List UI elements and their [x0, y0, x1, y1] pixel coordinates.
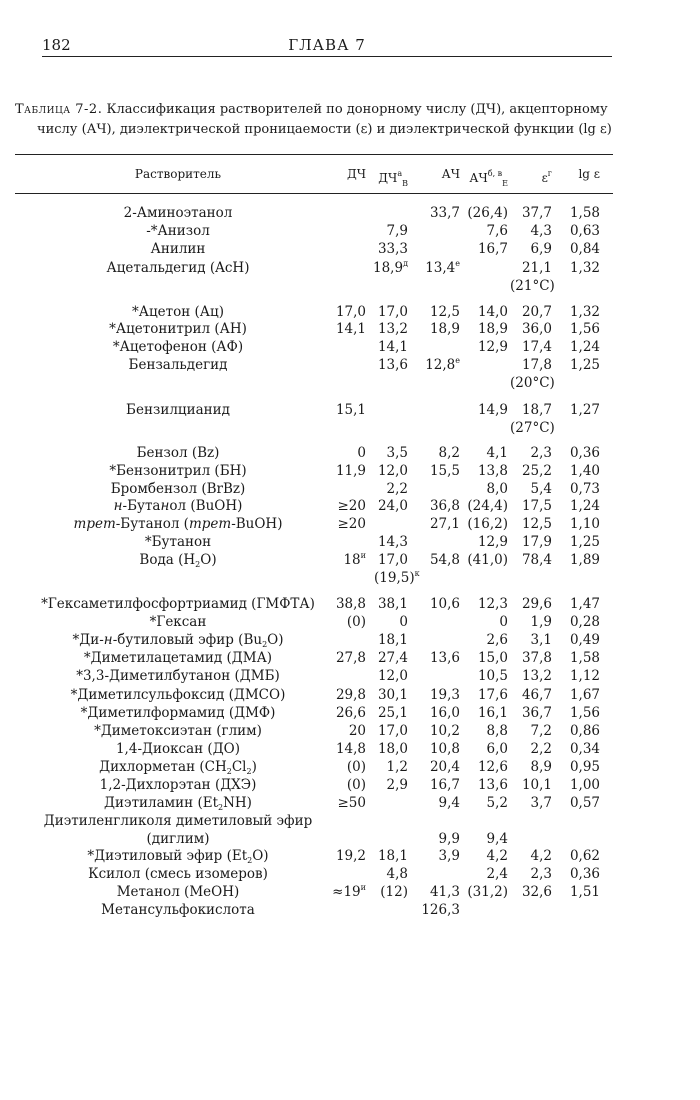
- solvent-name: *Бутанон: [144, 534, 212, 550]
- cell-dn: [322, 240, 366, 258]
- cell-eps-temp: (20°C): [510, 375, 555, 391]
- cell-dn: [322, 204, 366, 222]
- cell-dnb: 14,3: [377, 534, 408, 550]
- cell-ane: 2,4: [486, 866, 508, 882]
- cell-dn: 17,0: [335, 304, 366, 320]
- solvent-name: Диэтиленгликоля диметиловый эфир: [43, 813, 313, 829]
- cell-dn: (0): [346, 614, 366, 630]
- col-header-dnb-sup: а: [397, 169, 403, 178]
- cell-an: [415, 631, 460, 649]
- cell-eps: 36,0: [521, 321, 552, 337]
- cell-lg: 1,24: [569, 498, 600, 514]
- cell-lg: 1,67: [569, 687, 600, 703]
- cell-an: [415, 480, 460, 498]
- cell-eps: 37,7: [521, 205, 552, 221]
- solvent-name: *3,3-Диметилбутанон (ДМБ): [76, 668, 280, 684]
- cell-dn: $18^и$: [343, 551, 366, 568]
- cell-dn: 14,8: [335, 741, 366, 757]
- cell-eps: 18,7: [521, 402, 552, 418]
- cell-an: [415, 533, 460, 551]
- cell-eps: 17,9: [521, 534, 552, 550]
- cell-eps: 4,2: [530, 848, 552, 864]
- cell-dnb: 17,0: [377, 723, 408, 739]
- cell-lg: 1,25: [569, 357, 600, 373]
- cell-dn: $\approx 19^и$: [332, 883, 366, 900]
- cell-dnb: 38,1: [377, 596, 408, 612]
- solvent-name: 1,2-Дихлорэтан (ДХЭ): [99, 777, 257, 793]
- cell-dn: ≥50: [337, 795, 366, 811]
- solvent-name: трет-Бутанол (трет-BuOH): [73, 516, 283, 532]
- cell-dnb: (12): [380, 884, 408, 900]
- cell-dn: 26,6: [335, 705, 366, 721]
- cell-dnb: 13,2: [377, 321, 408, 337]
- solvent-name: Ацетальдегид (AcH): [106, 260, 250, 276]
- cell-an: 20,4: [429, 759, 460, 775]
- cell-lg: [556, 830, 600, 848]
- cell-dn: 38,8: [335, 596, 366, 612]
- col-header-eps-sup: г: [547, 169, 552, 178]
- cell-dnb: 18,1: [377, 848, 408, 864]
- solvent-name: 1,4-Диоксан (ДО): [115, 741, 241, 757]
- cell-lg: 1,47: [569, 596, 600, 612]
- cell-dn: [322, 865, 366, 883]
- caption-line-1: [15, 100, 615, 120]
- cell-eps: 1,9: [530, 614, 552, 630]
- cell-lg: 0,34: [569, 741, 600, 757]
- cell-an: 54,8: [429, 552, 460, 568]
- cell-dnb: 18,1: [377, 632, 408, 648]
- solvent-name: *Диметилацетамид (ДМА): [83, 650, 273, 666]
- solvent-name: *Гексаметилфосфортриамид (ГМФТА): [41, 596, 315, 612]
- cell-lg: 0,86: [569, 723, 600, 739]
- cell-lg: 1,10: [569, 516, 600, 532]
- cell-ane: 0: [499, 614, 508, 630]
- cell-eps: 3,1: [530, 632, 552, 648]
- solvent-name: Анилин: [150, 241, 206, 257]
- cell-ane: 4,1: [486, 445, 508, 461]
- cell-ane: 8,0: [486, 481, 508, 497]
- cell-ane: (16,2): [467, 516, 508, 532]
- cell-ane: 12,9: [477, 534, 508, 550]
- solvent-name: Бромбензол (BrBz): [110, 481, 246, 497]
- cell-lg: 1,32: [569, 260, 600, 276]
- cell-ane: 15,0: [477, 650, 508, 666]
- running-header: [42, 36, 612, 57]
- cell-ane: 14,9: [477, 402, 508, 418]
- cell-dnb: 27,4: [377, 650, 408, 666]
- cell-lg: 0,95: [569, 759, 600, 775]
- cell-lg: 0,63: [569, 223, 600, 239]
- cell-dn: [322, 356, 366, 374]
- cell-dn: ≥20: [337, 516, 366, 532]
- solvent-name: Вода $(H_2O)$: [139, 552, 217, 569]
- cell-dn: [322, 631, 366, 649]
- cell-lg: 1,00: [569, 777, 600, 793]
- cell-an: 9,4: [438, 795, 460, 811]
- cell-ane: 16,7: [477, 241, 508, 257]
- cell-an: [415, 865, 460, 883]
- solvent-name: Бензол (Bz): [136, 445, 220, 461]
- caption-text-1: Классификация растворителей по донорному числу (ДЧ), акцепторному: [106, 102, 608, 117]
- cell-an: 10,6: [429, 596, 460, 612]
- solvent-name: *Бензонитрил (БН): [109, 463, 247, 479]
- cell-dn: [322, 901, 366, 919]
- solvent-name-cont: (диглим): [146, 831, 210, 847]
- cell-dnb: 3,5: [386, 445, 408, 461]
- cell-dn: 19,2: [335, 848, 366, 864]
- solvent-name: 2-Аминоэтанол: [123, 205, 233, 221]
- cell-ane: (26,4): [467, 205, 508, 221]
- cell-an: 12,5: [429, 304, 460, 320]
- cell-dn: [322, 480, 366, 498]
- cell-lg: 0,28: [569, 614, 600, 630]
- cell-eps: 7,2: [530, 723, 552, 739]
- cell-eps: 10,1: [521, 777, 552, 793]
- solvent-name: *Ацетофенон (АФ): [112, 339, 244, 355]
- cell-ane: [466, 901, 508, 919]
- cell-dnb: 7,9: [386, 223, 408, 239]
- solvent-name: Диэтиламин $(Et_2NH)$: [104, 795, 252, 812]
- cell-eps: 5,4: [530, 481, 552, 497]
- cell-ane: 6,0: [486, 741, 508, 757]
- cell-dnb: 1,2: [386, 759, 408, 775]
- cell-eps: [510, 830, 552, 848]
- solvent-name: Метансульфокислота: [101, 902, 255, 918]
- cell-dn: 20: [348, 723, 366, 739]
- cell-lg: 1,58: [569, 205, 600, 221]
- cell-dnb: 25,1: [377, 705, 408, 721]
- col-header-lg: lg ε: [578, 167, 600, 181]
- cell-eps: 8,9: [530, 759, 552, 775]
- cell-dn: ≥20: [337, 498, 366, 514]
- cell-dnb: 17,0: [377, 304, 408, 320]
- cell-ane: 13,6: [477, 777, 508, 793]
- cell-ane: 12,3: [477, 596, 508, 612]
- cell-lg: 0,36: [569, 445, 600, 461]
- cell-eps: 78,4: [521, 552, 552, 568]
- cell-eps: 32,6: [521, 884, 552, 900]
- col-header-ane-base: АЧ: [469, 171, 488, 185]
- cell-ane: 13,8: [477, 463, 508, 479]
- cell-ane: 12,6: [477, 759, 508, 775]
- cell-ane: 10,5: [477, 668, 508, 684]
- cell-an: 13,6: [429, 650, 460, 666]
- cell-ane: (24,4): [467, 498, 508, 514]
- cell-lg: 1,27: [569, 402, 600, 418]
- cell-dn: [322, 830, 366, 848]
- cell-dnb: 4,8: [386, 866, 408, 882]
- col-header-solvent: Растворитель: [134, 167, 222, 181]
- cell-dnb: [368, 401, 408, 419]
- cell-ane: (41,0): [467, 552, 508, 568]
- cell-eps: 2,3: [530, 866, 552, 882]
- cell-dnb: [368, 901, 408, 919]
- cell-eps: 37,8: [521, 650, 552, 666]
- solvent-name: *Диметоксиэтан (глим): [94, 723, 262, 739]
- cell-eps: 12,5: [521, 516, 552, 532]
- cell-lg: 1,51: [569, 884, 600, 900]
- col-header-dnb-sub: B: [402, 179, 408, 188]
- table-caption: [15, 100, 615, 140]
- table-top-rule: [15, 154, 613, 155]
- solvent-name: н-Бутанол (BuOH): [113, 498, 243, 514]
- chapter-title: ГЛАВА 7: [288, 36, 366, 54]
- cell-dnb: 24,0: [377, 498, 408, 514]
- solvent-name: *Диметилформамид (ДМФ): [80, 705, 276, 721]
- cell-eps: 6,9: [530, 241, 552, 257]
- cell-dnb: 18,0: [377, 741, 408, 757]
- cell-an: 33,7: [429, 205, 460, 221]
- solvent-name: *Диэтиловый эфир $(Et_2O)$: [87, 848, 269, 865]
- col-header-dnb: [368, 166, 408, 188]
- cell-dn: [322, 533, 366, 551]
- page-number: 182: [42, 36, 71, 54]
- cell-lg: 0,73: [569, 481, 600, 497]
- solvent-name: Бензальдегид: [128, 357, 228, 373]
- cell-dnb: [368, 515, 408, 533]
- cell-eps: 2,3: [530, 445, 552, 461]
- cell-ane: 4,2: [486, 848, 508, 864]
- cell-ane: [466, 356, 508, 374]
- cell-ane: 9,4: [486, 831, 508, 847]
- cell-an: 10,8: [429, 741, 460, 757]
- cell-eps: 29,6: [521, 596, 552, 612]
- cell-lg: 1,56: [569, 705, 600, 721]
- solvent-name: *Диметилсульфоксид (ДМСО): [70, 687, 286, 703]
- cell-eps: 21,1: [521, 260, 552, 276]
- cell-dn: 11,9: [335, 463, 366, 479]
- cell-dnb: 2,2: [386, 481, 408, 497]
- cell-eps: 46,7: [521, 687, 552, 703]
- cell-lg: 1,56: [569, 321, 600, 337]
- cell-dnb: 13,6: [377, 357, 408, 373]
- cell-lg: 0,49: [569, 632, 600, 648]
- cell-eps-temp: (27°C): [510, 420, 555, 436]
- solvent-name: Бензилцианид: [126, 402, 230, 418]
- cell-lg: 0,36: [569, 866, 600, 882]
- cell-ane: (31,2): [467, 884, 508, 900]
- cell-dn: 0: [357, 445, 366, 461]
- cell-an: 8,2: [438, 445, 460, 461]
- cell-an: 15,5: [429, 463, 460, 479]
- solvent-name: *Ацетон (Ац): [132, 304, 224, 320]
- cell-an: 16,0: [429, 705, 460, 721]
- solvent-name: *Ацетонитрил (АН): [109, 321, 247, 337]
- cell-eps: 3,7: [530, 795, 552, 811]
- cell-ane: 8,8: [486, 723, 508, 739]
- cell-ane: [466, 259, 508, 277]
- solvent-name: *Гексан: [149, 614, 207, 630]
- cell-lg: 1,24: [569, 339, 600, 355]
- cell-eps: 25,2: [521, 463, 552, 479]
- cell-eps: 4,3: [530, 223, 552, 239]
- cell-dn: (0): [346, 759, 366, 775]
- cell-lg: [556, 901, 600, 919]
- cell-eps-temp: (21°C): [510, 278, 555, 294]
- cell-an: 27,1: [429, 516, 460, 532]
- cell-dn: 29,8: [335, 687, 366, 703]
- cell-an: [415, 613, 460, 631]
- cell-an: $12,8^е$: [425, 356, 460, 373]
- cell-ane: 2,6: [486, 632, 508, 648]
- cell-an: 9,9: [438, 831, 460, 847]
- cell-eps: 2,2: [530, 741, 552, 757]
- cell-dnb: 12,0: [377, 668, 408, 684]
- cell-eps: 17,5: [521, 498, 552, 514]
- cell-lg: 1,32: [569, 304, 600, 320]
- cell-dnb: 33,3: [377, 241, 408, 257]
- cell-an: 126,3: [421, 902, 460, 918]
- cell-an: $13,4^е$: [425, 259, 460, 276]
- cell-ane: 16,1: [477, 705, 508, 721]
- caption-line-2: числу (АЧ), диэлектрической проницаемости (ε) и диэлектрической функции (lg ε): [37, 122, 612, 137]
- cell-dnb: 2,9: [386, 777, 408, 793]
- cell-lg: 1,40: [569, 463, 600, 479]
- cell-dn: 15,1: [335, 402, 366, 418]
- col-header-dn: ДЧ: [346, 167, 366, 181]
- cell-eps: 36,7: [521, 705, 552, 721]
- cell-dnb: 17,0: [377, 552, 408, 568]
- cell-dn: [322, 222, 366, 240]
- cell-ane: 12,9: [477, 339, 508, 355]
- cell-lg: 1,25: [569, 534, 600, 550]
- cell-lg: 0,84: [569, 241, 600, 257]
- cell-dn: (0): [346, 777, 366, 793]
- solvent-name: Ксилол (смесь изомеров): [88, 866, 268, 882]
- cell-an: [415, 667, 460, 685]
- cell-lg: 0,62: [569, 848, 600, 864]
- cell-dnb: 0: [399, 614, 408, 630]
- cell-dnb: [368, 204, 408, 222]
- col-header-eps-base: ε: [541, 171, 548, 185]
- cell-ane: 5,2: [486, 795, 508, 811]
- cell-dn: [322, 667, 366, 685]
- solvent-name: Метанол (MeOH): [116, 884, 240, 900]
- cell-an: 3,9: [438, 848, 460, 864]
- cell-an: 19,3: [429, 687, 460, 703]
- cell-dnb-alt: $(19,5)^к$: [374, 569, 420, 586]
- cell-dn: [322, 259, 366, 277]
- cell-eps: 20,7: [521, 304, 552, 320]
- cell-an: 41,3: [429, 884, 460, 900]
- cell-dnb: 12,0: [377, 463, 408, 479]
- cell-an: 36,8: [429, 498, 460, 514]
- col-header-an: АЧ: [441, 167, 460, 181]
- col-header-ane-sub: E: [502, 179, 508, 188]
- cell-eps: 17,4: [521, 339, 552, 355]
- cell-dnb: $18,9^д$: [373, 259, 408, 276]
- caption-label: Таблица 7-2.: [15, 102, 103, 117]
- cell-an: 16,7: [429, 777, 460, 793]
- cell-eps: 17,8: [521, 357, 552, 373]
- cell-eps: [510, 901, 552, 919]
- solvent-name: Дихлорметан $(CH_2Cl_2)$: [99, 759, 257, 776]
- cell-an: 18,9: [429, 321, 460, 337]
- cell-dnb: 30,1: [377, 687, 408, 703]
- cell-dn: [322, 338, 366, 356]
- col-header-dnb-base: ДЧ: [378, 171, 398, 185]
- cell-an: [415, 401, 460, 419]
- cell-an: [415, 240, 460, 258]
- col-header-eps: [510, 166, 552, 185]
- cell-ane: 14,0: [477, 304, 508, 320]
- solvent-name: *Ди-н-бутиловый эфир $(Bu_2O)$: [72, 632, 284, 649]
- cell-lg: 1,89: [569, 552, 600, 568]
- cell-ane: 7,6: [486, 223, 508, 239]
- col-header-ane-sup: б, в: [487, 169, 503, 178]
- cell-ane: 18,9: [477, 321, 508, 337]
- cell-an: [415, 338, 460, 356]
- cell-dnb: 14,1: [377, 339, 408, 355]
- cell-dn: 14,1: [335, 321, 366, 337]
- cell-ane: 17,6: [477, 687, 508, 703]
- cell-an: [415, 222, 460, 240]
- cell-dnb: [368, 830, 408, 848]
- cell-lg: 1,58: [569, 650, 600, 666]
- col-header-ane: [466, 166, 508, 188]
- cell-lg: 0,57: [569, 795, 600, 811]
- cell-dn: 27,8: [335, 650, 366, 666]
- cell-dnb: [368, 794, 408, 812]
- cell-eps: 13,2: [521, 668, 552, 684]
- cell-lg: 1,12: [569, 668, 600, 684]
- solvent-name: -*Анизол: [146, 223, 210, 239]
- header-bottom-rule: [15, 193, 613, 194]
- cell-an: 10,2: [429, 723, 460, 739]
